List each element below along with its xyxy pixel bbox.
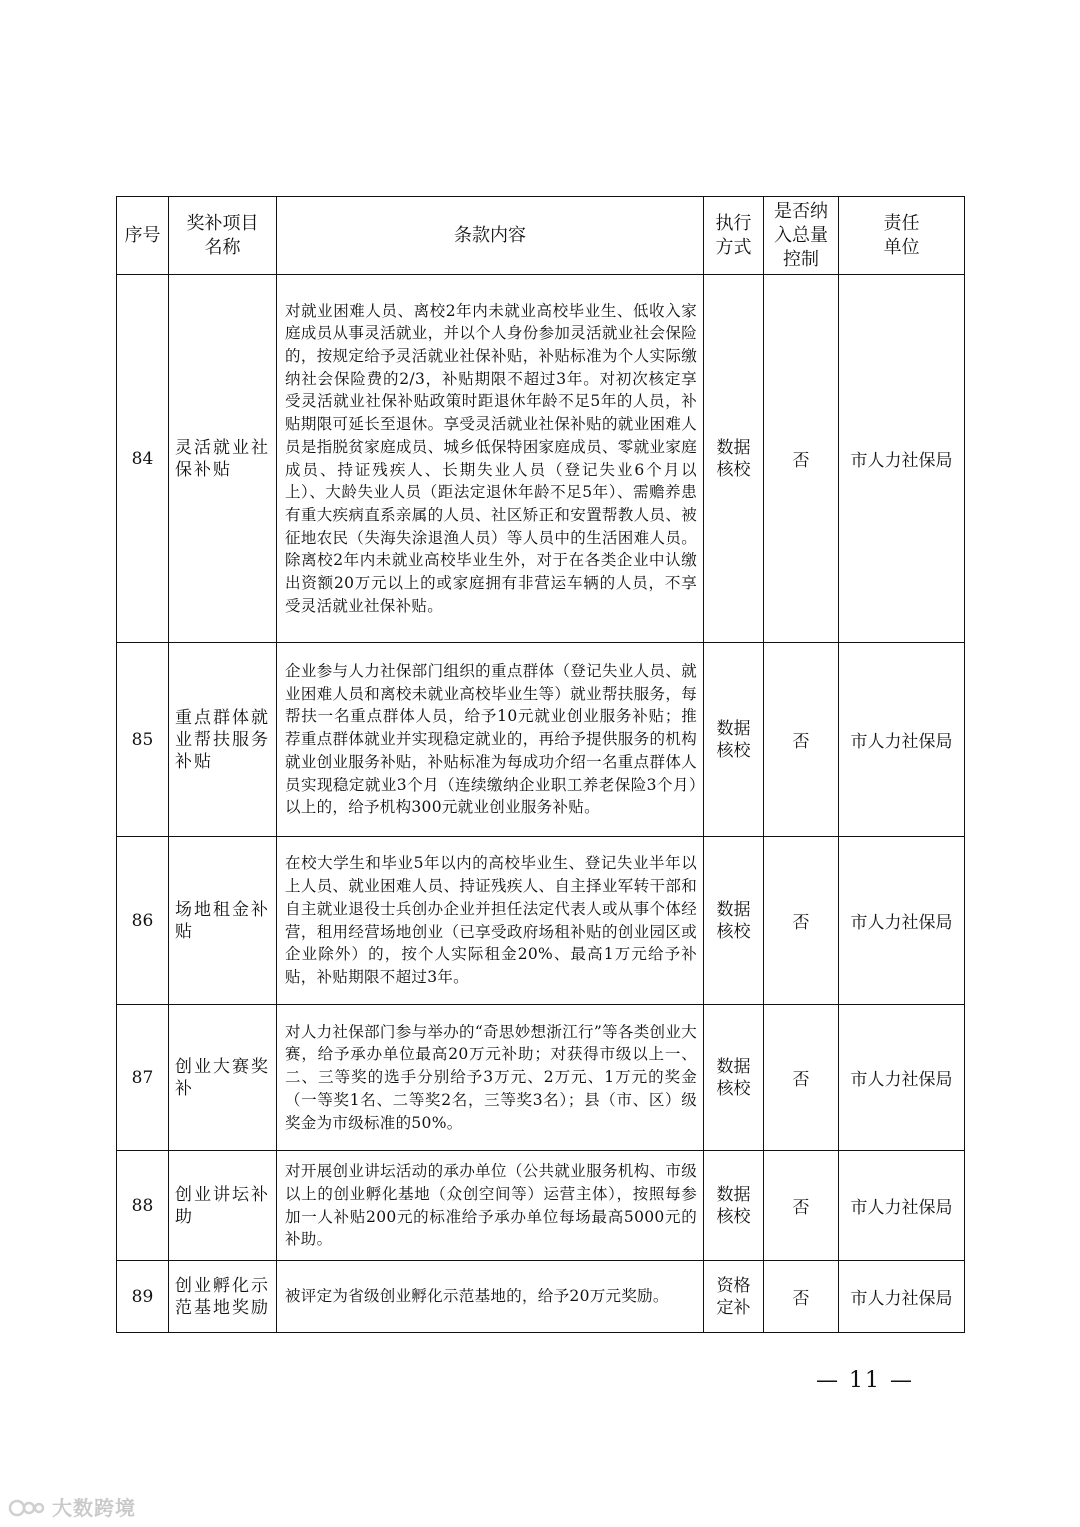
row-mode: 数据核校 bbox=[704, 837, 764, 1005]
table-row bbox=[117, 837, 965, 1005]
row-mode: 数据核校 bbox=[704, 643, 764, 837]
row-no: 85 bbox=[117, 643, 169, 837]
row-name: 灵活就业社保补贴 bbox=[169, 275, 277, 643]
table-row bbox=[117, 1261, 965, 1333]
row-unit: 市人力社保局 bbox=[839, 275, 965, 643]
row-unit: 市人力社保局 bbox=[839, 1005, 965, 1151]
table-row bbox=[117, 1151, 965, 1261]
header-unit: 责任单位 bbox=[839, 197, 965, 275]
page-number: — 11 — bbox=[816, 1368, 914, 1393]
row-name: 创业孵化示范基地奖励 bbox=[169, 1261, 277, 1333]
row-unit: 市人力社保局 bbox=[839, 643, 965, 837]
row-name: 重点群体就业帮扶服务补贴 bbox=[169, 643, 277, 837]
row-no: 86 bbox=[117, 837, 169, 1005]
row-content: 企业参与人力社保部门组织的重点群体（登记失业人员、就业困难人员和离校未就业高校毕业生等）就业帮扶服务，每帮扶一名重点群体人员，给予10元就业创业服务补贴；推荐重点群体就业并实现稳定就业的，再给予提供服务的机构就业创业服务补贴，补贴标准为每成功介绍一名重点群体人员实现稳定就业3个月（连续缴纳企业职工养老保险3个月）以上的，给予机构300元就业创业服务补贴。 bbox=[277, 643, 704, 837]
row-name: 创业讲坛补助 bbox=[169, 1151, 277, 1261]
header-content: 条款内容 bbox=[277, 197, 704, 275]
watermark-logo-icon bbox=[8, 1496, 48, 1518]
row-quota: 否 bbox=[764, 1005, 839, 1151]
row-quota: 否 bbox=[764, 643, 839, 837]
row-content: 在校大学生和毕业5年以内的高校毕业生、登记失业半年以上人员、就业困难人员、持证残疾人、自主择业军转干部和自主就业退役士兵创办企业并担任法定代表人或从事个体经营，租用经营场地创业（已享受政府场租补贴的创业园区或企业除外）的，按个人实际租金20%、最高1万元给予补贴，补贴期限不超过3年。 bbox=[277, 837, 704, 1005]
header-name: 奖补项目名称 bbox=[169, 197, 277, 275]
row-unit: 市人力社保局 bbox=[839, 837, 965, 1005]
row-no: 84 bbox=[117, 275, 169, 643]
row-mode: 数据核校 bbox=[704, 1005, 764, 1151]
row-no: 87 bbox=[117, 1005, 169, 1151]
row-unit: 市人力社保局 bbox=[839, 1151, 965, 1261]
header-mode: 执行方式 bbox=[704, 197, 764, 275]
row-content: 对就业困难人员、离校2年内未就业高校毕业生、低收入家庭成员从事灵活就业，并以个人身份参加灵活就业社会保险的，按规定给予灵活就业社保补贴，补贴标准为个人实际缴纳社会保险费的2/3，补贴期限不超过3年。对初次核定享受灵活就业社保补贴政策时距退休年龄不足5年的人员，补贴期限可延长至退休。享受灵活就业社保补贴的就业困难人员是指脱贫家庭成员、城乡低保特困家庭成员、零就业家庭成员、持证残疾人、长期失业人员（登记失业6个月以上）、大龄失业人员（距法定退休年龄不足5年）、需赡养患有重大疾病直系亲属的人员、社区矫正和安置帮教人员、被征地农民（失海失涂退渔人员）等人员中的生活困难人员。除离校2年内未就业高校毕业生外，对于在各类企业中认缴出资额20万元以上的或家庭拥有非营运车辆的人员，不享受灵活就业社保补贴。 bbox=[277, 275, 704, 643]
row-no: 89 bbox=[117, 1261, 169, 1333]
table-row bbox=[117, 275, 965, 643]
row-name: 创业大赛奖补 bbox=[169, 1005, 277, 1151]
row-name: 场地租金补贴 bbox=[169, 837, 277, 1005]
header-no: 序号 bbox=[117, 197, 169, 275]
row-content: 对开展创业讲坛活动的承办单位（公共就业服务机构、市级以上的创业孵化基地（众创空间等）运营主体），按照每参加一人补贴200元的标准给予承办单位每场最高5000元的补助。 bbox=[277, 1151, 704, 1261]
row-mode: 资格定补 bbox=[704, 1261, 764, 1333]
row-content: 被评定为省级创业孵化示范基地的，给予20万元奖励。 bbox=[277, 1261, 704, 1333]
header-quota: 是否纳入总量控制 bbox=[764, 197, 839, 275]
watermark-text: 大数跨境 bbox=[52, 1496, 136, 1520]
policy-table bbox=[116, 196, 965, 1333]
row-unit: 市人力社保局 bbox=[839, 1261, 965, 1333]
row-quota: 否 bbox=[764, 275, 839, 643]
table-header-row bbox=[117, 197, 965, 275]
row-mode: 数据核校 bbox=[704, 1151, 764, 1261]
row-quota: 否 bbox=[764, 837, 839, 1005]
row-quota: 否 bbox=[764, 1151, 839, 1261]
row-no: 88 bbox=[117, 1151, 169, 1261]
row-quota: 否 bbox=[764, 1261, 839, 1333]
row-content: 对人力社保部门参与举办的“奇思妙想浙江行”等各类创业大赛，给予承办单位最高20万元补助；对获得市级以上一、二、三等奖的选手分别给予3万元、2万元、1万元的奖金（一等奖1名、二等奖2名，三等奖3名）；县（市、区）级奖金为市级标准的50%。 bbox=[277, 1005, 704, 1151]
watermark bbox=[8, 1492, 136, 1521]
table-row bbox=[117, 1005, 965, 1151]
row-mode: 数据核校 bbox=[704, 275, 764, 643]
table-row bbox=[117, 643, 965, 837]
